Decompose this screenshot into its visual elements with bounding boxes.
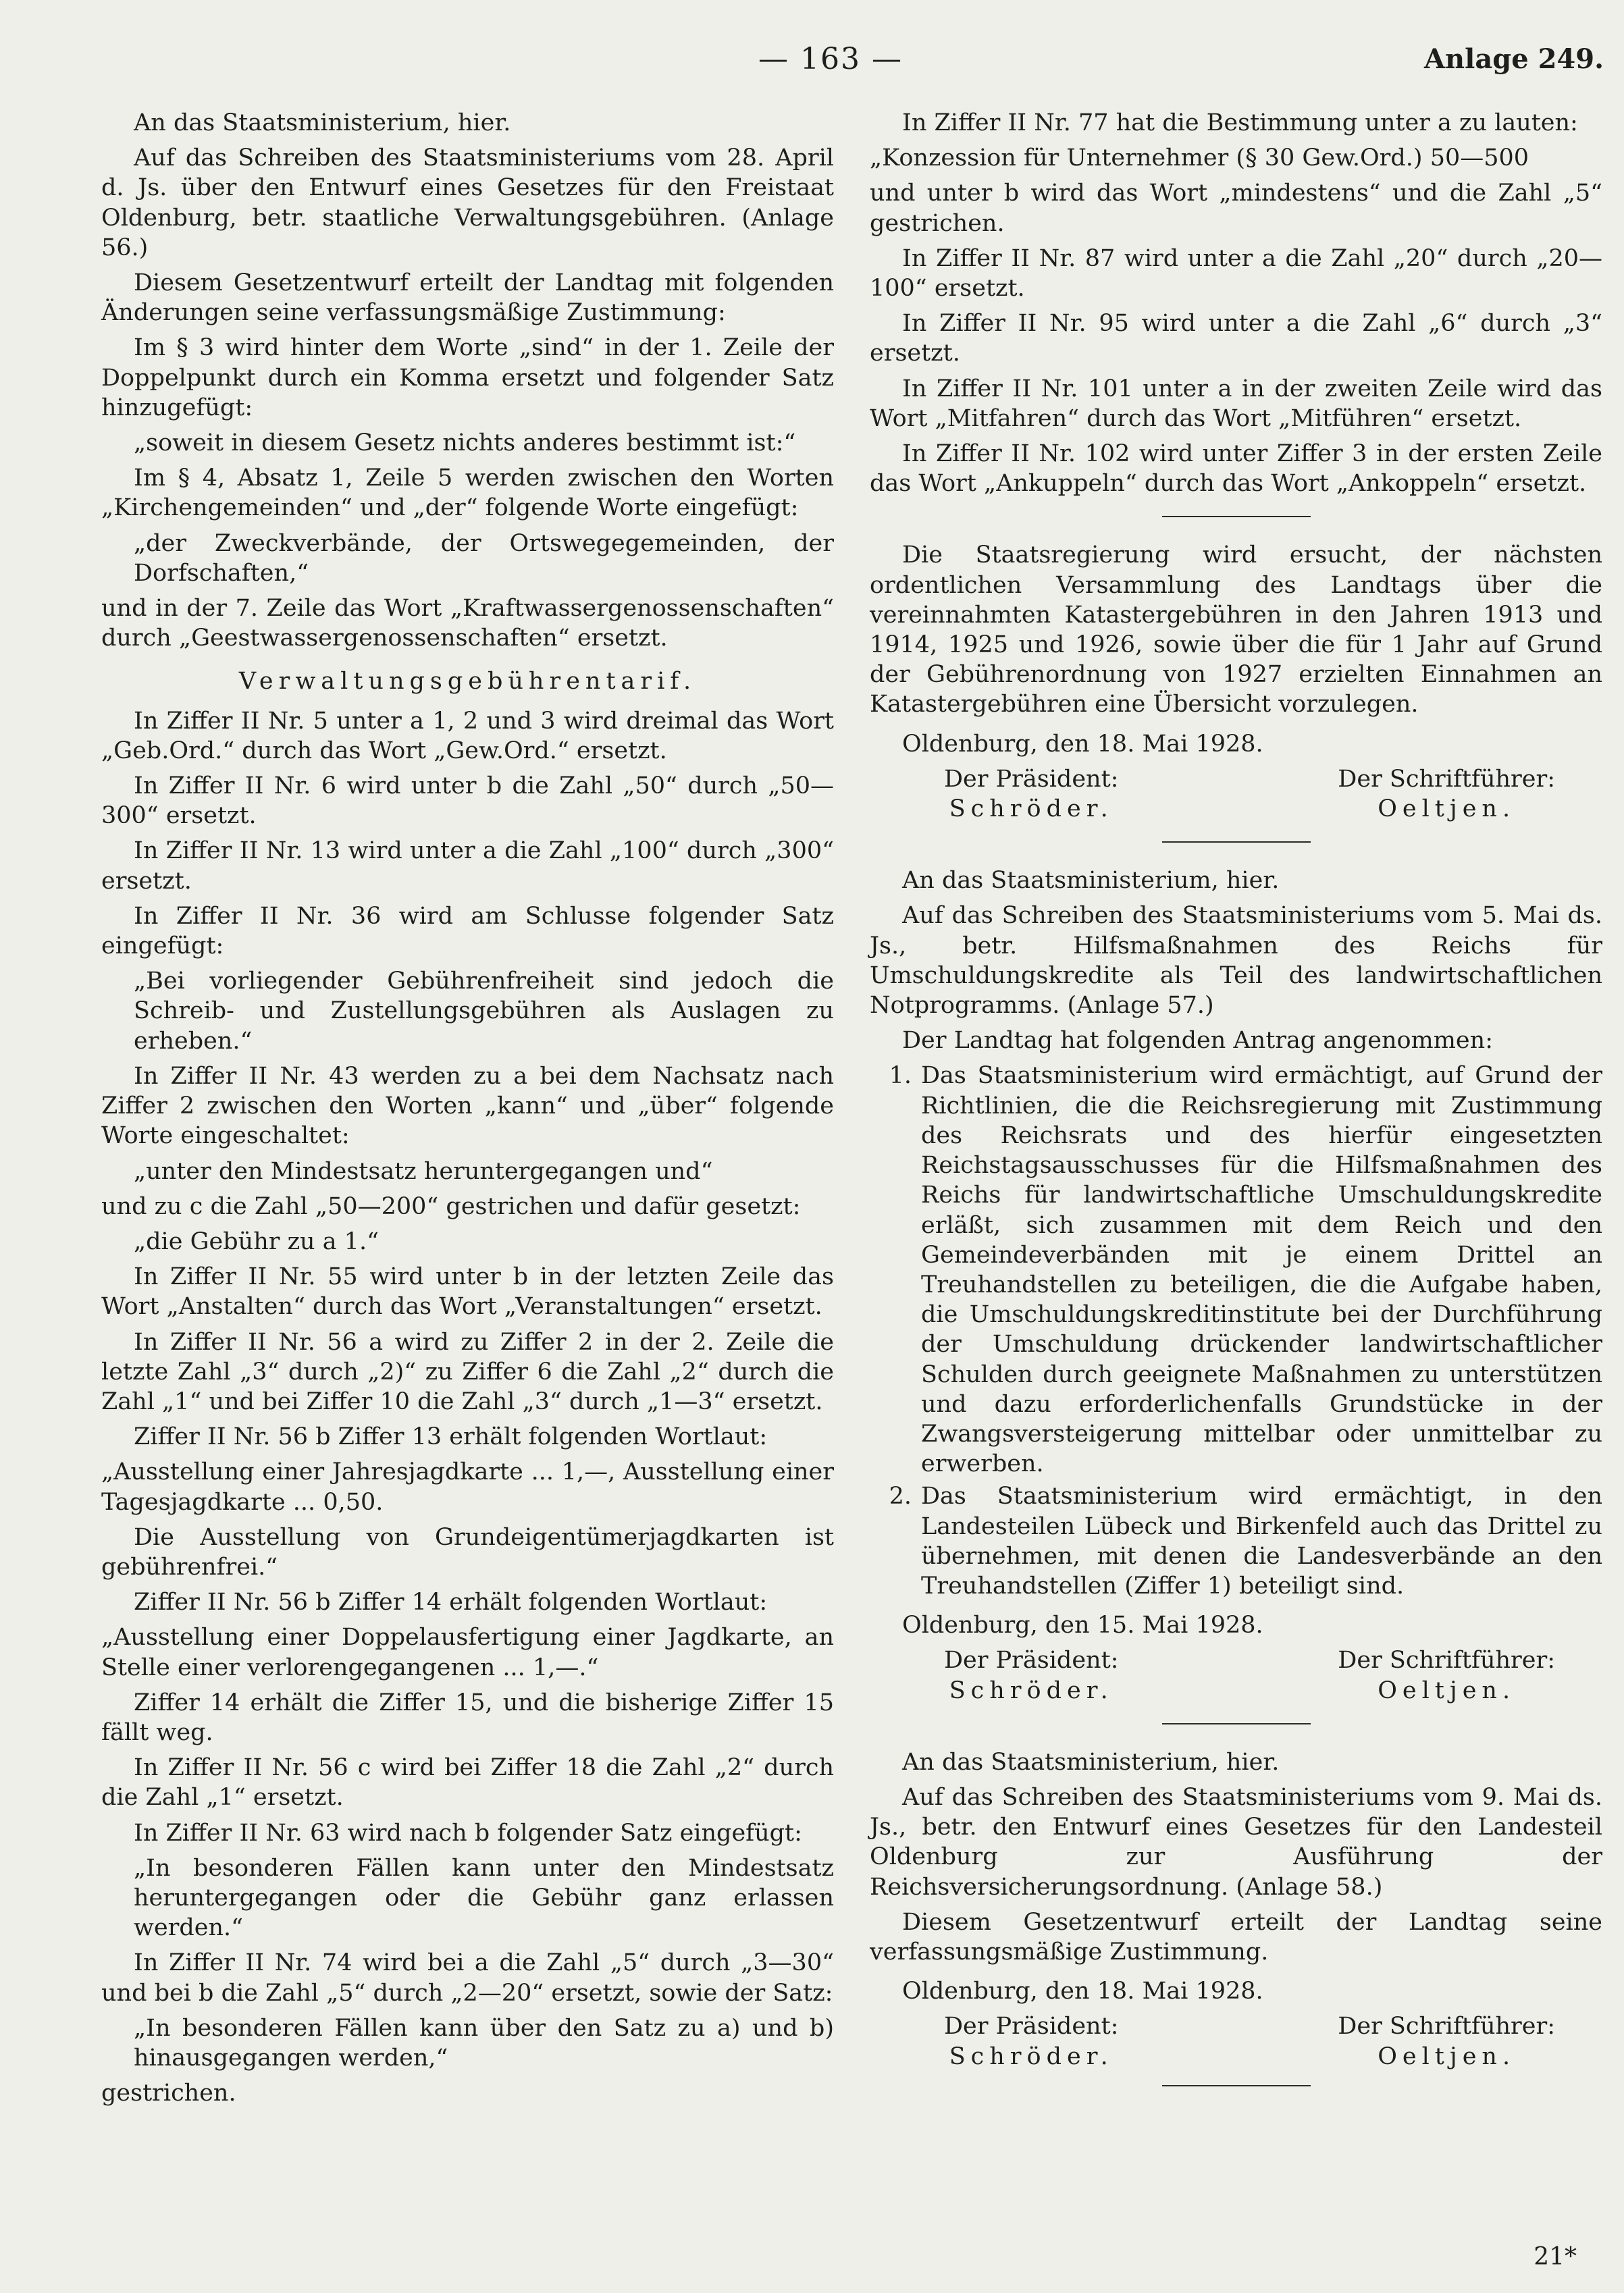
secretary-signature <box>1338 1645 1555 1705</box>
signature-title: Der Schriftführer: <box>1338 2013 1555 2040</box>
paragraph: Auf das Schreiben des Staatsministeriums vom 28. April d. Js. über den Entwurf eines Gesetzes für den Freistaat Oldenburg, betr. staatliche Verwaltungsgebühren. (Anlage 56.) <box>101 144 834 261</box>
quotation: „der Zweckverbände, der Ortswegegemeinden, der Dorfschaften,“ <box>134 529 834 587</box>
paragraph: In Ziffer II Nr. 56 c wird bei Ziffer 18 die Zahl „2“ durch die Zahl „1“ ersetzt. <box>101 1754 834 1812</box>
paragraph: In Ziffer II Nr. 36 wird am Schlusse folgender Satz eingefügt: <box>101 902 834 960</box>
quotation: „Ausstellung einer Jahresjagdkarte ... 1,—, Ausstellung einer Tagesjagdkarte ... 0,50. <box>101 1458 834 1516</box>
president-signature <box>944 2011 1118 2071</box>
list-item <box>870 1481 1602 1601</box>
paragraph: In Ziffer II Nr. 55 wird unter b in der letzten Zeile das Wort „Anstalten“ durch das Wort „Veranstaltungen“ ersetzt. <box>101 1263 834 1321</box>
place-date: Oldenburg, den 15. Mai 1928. <box>902 1612 1263 1639</box>
paragraph: Die Staatsregierung wird ersucht, der nächsten ordentlichen Versammlung des Landtags über die vereinnahmten Katastergebühren in den Jahren 1913 und 1914, 1925 und 1926, sowie über die für 1 Jahr auf Grund der Gebührenordnung von 1927 erzielten Einnahmen an Katastergebühren eine Übersicht vorzulegen. <box>870 542 1602 718</box>
paragraph: und in der 7. Zeile das Wort „Kraftwassergenossenschaften“ durch „Geestwassergenossenschaften“ ersetzt. <box>101 595 834 652</box>
paragraph: In Ziffer II Nr. 6 wird unter b die Zahl „50“ durch „50—300“ ersetzt. <box>101 772 834 830</box>
paragraph: In Ziffer II Nr. 43 werden zu a bei dem Nachsatz nach Ziffer 2 zwischen den Worten „kann“ und „über“ folgende Worte eingeschaltet: <box>101 1062 834 1150</box>
list-text: Das Staatsministerium wird ermächtigt, in den Landesteilen Lübeck und Birkenfeld auch das Drittel zu übernehmen, mit denen die Landesverbände an den Treuhandstellen (Ziffer 1) beteiligt sind. <box>921 1483 1602 1600</box>
numbered-list <box>870 1061 1602 1601</box>
paragraph: und unter b wird das Wort „mindestens“ und die Zahl „5“ gestrichen. <box>870 180 1602 237</box>
paragraph: Ziffer 14 erhält die Ziffer 15, und die bisherige Ziffer 15 fällt weg. <box>101 1689 834 1746</box>
signature-name: Oeltjen. <box>1378 1677 1516 1704</box>
paragraph: Auf das Schreiben des Staatsministeriums vom 9. Mai ds. Js., betr. den Entwurf eines Gesetzes für den Landesteil Oldenburg zur Ausführung der Reichsversicherungsordnung. (Anlage 58.) <box>870 1783 1602 1901</box>
quotation: Die Ausstellung von Grundeigentümerjagdkarten ist gebührenfrei.“ <box>101 1523 834 1581</box>
section-heading: Verwaltungsgebührentarif. <box>238 668 697 695</box>
paragraph: In Ziffer II Nr. 87 wird unter a die Zahl „20“ durch „20—100“ ersetzt. <box>870 244 1602 302</box>
quotation: „Konzession für Unternehmer (§ 30 Gew.Ord.) 50—500 <box>870 144 1529 172</box>
secretary-signature <box>1338 764 1555 824</box>
list-number: 1. <box>889 1062 912 1090</box>
signature-block <box>870 1645 1602 1705</box>
paragraph: Der Landtag hat folgenden Antrag angenommen: <box>902 1027 1493 1055</box>
place-date: Oldenburg, den 18. Mai 1928. <box>902 1978 1263 2005</box>
signature-title: Der Schriftführer: <box>1338 1647 1555 1675</box>
right-column <box>870 108 1602 2109</box>
paragraph: und zu c die Zahl „50—200“ gestrichen und dafür gesetzt: <box>101 1192 801 1220</box>
signature-title: Der Schriftführer: <box>1338 765 1555 793</box>
paragraph: In Ziffer II Nr. 102 wird unter Ziffer 3 in der ersten Zeile das Wort „Ankuppeln“ durch das Wort „Ankoppeln“ ersetzt. <box>870 440 1602 498</box>
paragraph: In Ziffer II Nr. 101 unter a in der zweiten Zeile wird das Wort „Mitfahren“ durch das Wort „Mitführen“ ersetzt. <box>870 375 1602 432</box>
paragraph: In Ziffer II Nr. 5 unter a 1, 2 und 3 wird dreimal das Wort „Geb.Ord.“ durch das Wort „Gew.Ord.“ ersetzt. <box>101 707 834 764</box>
quotation: „Bei vorliegender Gebührenfreiheit sind jedoch die Schreib- und Zustellungsgebühren als Auslagen zu erheben.“ <box>134 968 834 1055</box>
paragraph: In Ziffer II Nr. 77 hat die Bestimmung unter a zu lauten: <box>902 109 1578 136</box>
paragraph: In Ziffer II Nr. 63 wird nach b folgender Satz eingefügt: <box>134 1819 802 1847</box>
paragraph: Im § 4, Absatz 1, Zeile 5 werden zwischen den Worten „Kirchengemeinden“ und „der“ folgende Worte eingefügt: <box>101 465 834 522</box>
signature-name: Oeltjen. <box>1378 795 1516 823</box>
place-date: Oldenburg, den 18. Mai 1928. <box>902 730 1263 758</box>
paragraph: Diesem Gesetzentwurf erteilt der Landtag mit folgenden Änderungen seine verfassungsmäßige Zustimmung: <box>101 269 834 327</box>
paragraph: Im § 3 wird hinter dem Worte „sind“ in der 1. Zeile der Doppelpunkt durch ein Komma ersetzt und folgender Satz hinzugefügt: <box>101 334 834 421</box>
left-column <box>101 108 834 2113</box>
paragraph: In Ziffer II Nr. 74 wird bei a die Zahl „5“ durch „3—30“ und bei b die Zahl „5“ durch „2—20“ ersetzt, sowie der Satz: <box>101 1949 834 2007</box>
separator-rule <box>1162 1723 1311 1724</box>
quotation: „In besonderen Fällen kann unter den Mindestsatz heruntergegangen oder die Gebühr ganz erlassen werden.“ <box>134 1854 834 1942</box>
signature-mark: 21* <box>1534 2243 1577 2271</box>
paragraph: Auf das Schreiben des Staatsministeriums vom 5. Mai ds. Js., betr. Hilfsmaßnahmen des Reichs für Umschuldungskredite als Teil des landwirtschaftlichen Notprogramms. (Anlage 57.) <box>870 902 1602 1020</box>
signature-block <box>870 764 1602 824</box>
quotation: „Ausstellung einer Doppelausfertigung einer Jagdkarte, an Stelle einer verlorengegangenen ... 1,—.“ <box>101 1624 834 1681</box>
address-line: An das Staatsministerium, hier. <box>134 109 511 136</box>
address-line: An das Staatsministerium, hier. <box>902 867 1280 895</box>
signature-name: Schröder. <box>949 1677 1114 1704</box>
signature-title: Der Präsident: <box>944 1647 1119 1675</box>
signature-name: Oeltjen. <box>1378 2042 1516 2070</box>
president-signature <box>944 1645 1118 1705</box>
paragraph: Ziffer II Nr. 56 b Ziffer 13 erhält folgenden Wortlaut: <box>134 1423 768 1451</box>
signature-title: Der Präsident: <box>944 765 1119 793</box>
paragraph: In Ziffer II Nr. 95 wird unter a die Zahl „6“ durch „3“ ersetzt. <box>870 310 1602 367</box>
signature-name: Schröder. <box>949 795 1114 823</box>
paragraph: Diesem Gesetzentwurf erteilt der Landtag seine verfassungsmäßige Zustimmung. <box>870 1908 1602 1966</box>
signature-name: Schröder. <box>949 2042 1114 2070</box>
list-item <box>870 1061 1602 1479</box>
quotation: „unter den Mindestsatz heruntergegangen und“ <box>134 1157 713 1185</box>
paragraph: Ziffer II Nr. 56 b Ziffer 14 erhält folgenden Wortlaut: <box>134 1589 768 1616</box>
list-number: 2. <box>889 1483 912 1510</box>
paragraph: gestrichen. <box>101 2080 236 2107</box>
page-header <box>0 42 1624 89</box>
separator-rule <box>1162 2085 1311 2086</box>
quotation: „In besonderen Fällen kann über den Satz zu a) und b) hinausgegangen werden,“ <box>134 2014 834 2072</box>
separator-rule <box>1162 516 1311 517</box>
list-text: Das Staatsministerium wird ermächtigt, auf Grund der Richtlinien, die die Reichsregierung mit Zustimmung des Reichsrats und des hierfür eingesetzten Reichstagsausschusses für die Hilfsmaßnahmen des Reichs für landwirtschaftliche Umschuldungskredite erläßt, sich zusammen mit dem Reich und den Gemeindeverbänden mit je einem Drittel an Treuhandstellen zu beteiligen, die die Aufgabe haben, die Umschuldungskreditinstitute bei der Durchführung der Umschuldung drückender landwirtschaftlicher Schulden durch geeignete Maßnahmen zu unterstützen und dazu erforderlichenfalls Grundstücke in der Zwangsversteigerung mittelbar oder unmittelbar zu erwerben. <box>921 1062 1602 1478</box>
address-line: An das Staatsministerium, hier. <box>902 1748 1280 1776</box>
signature-block <box>870 2011 1602 2071</box>
signature-title: Der Präsident: <box>944 2013 1119 2040</box>
annex-label: Anlage 249. <box>1424 43 1604 75</box>
page-number: — 163 — <box>758 42 903 76</box>
paragraph: In Ziffer II Nr. 13 wird unter a die Zahl „100“ durch „300“ ersetzt. <box>101 837 834 895</box>
quotation: „soweit in diesem Gesetz nichts anderes bestimmt ist:“ <box>134 429 796 457</box>
president-signature <box>944 764 1118 824</box>
separator-rule <box>1162 841 1311 843</box>
paragraph: In Ziffer II Nr. 56 a wird zu Ziffer 2 in der 2. Zeile die letzte Zahl „3“ durch „2)“ zu Ziffer 6 die Zahl „2“ durch die Zahl „1“ und bei Ziffer 10 die Zahl „3“ durch „1—3“ ersetzt. <box>101 1328 834 1415</box>
secretary-signature <box>1338 2011 1555 2071</box>
quotation: „die Gebühr zu a 1.“ <box>134 1228 379 1255</box>
